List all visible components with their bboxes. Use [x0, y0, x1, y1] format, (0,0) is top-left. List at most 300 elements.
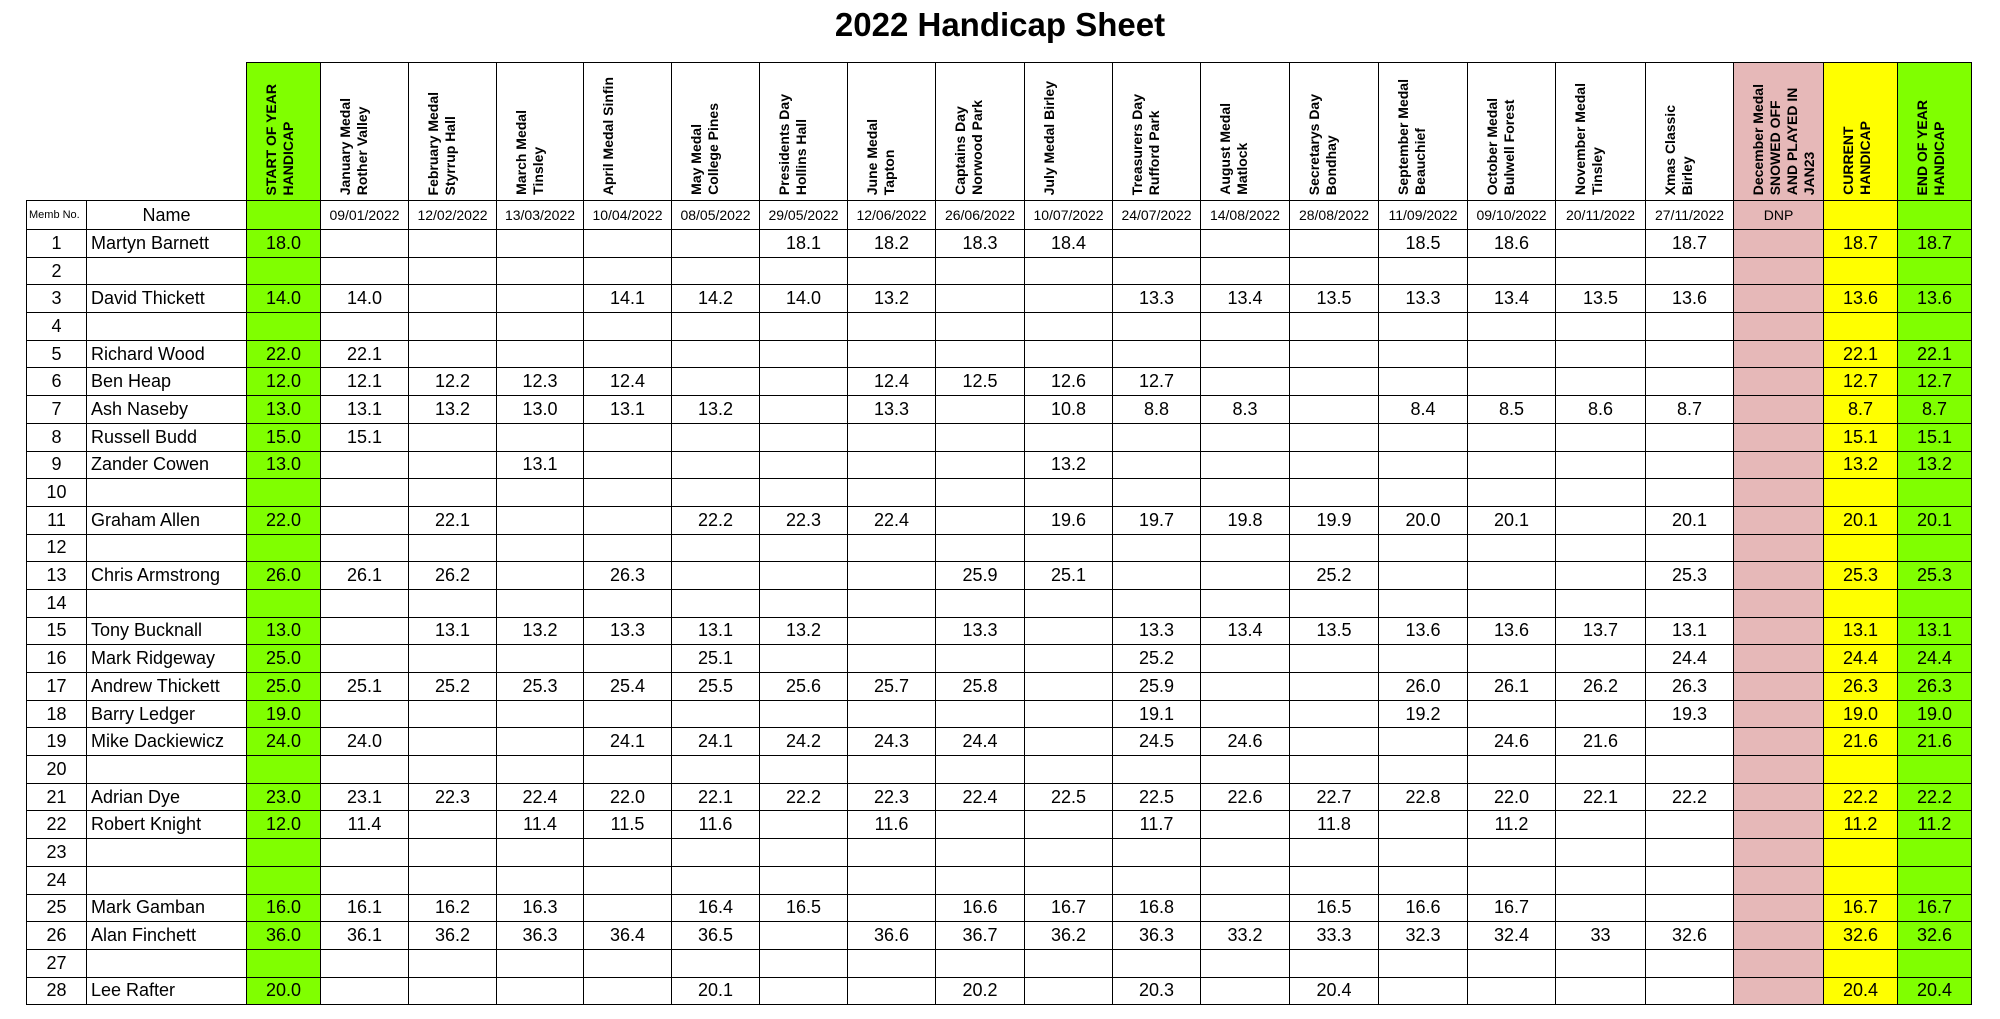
- event-score: [1201, 534, 1290, 562]
- event-score: [1556, 368, 1646, 396]
- member-name: Lee Rafter: [87, 977, 247, 1005]
- current-handicap: 26.3: [1824, 673, 1898, 701]
- event-date: 09/01/2022: [321, 201, 409, 230]
- event-score: [497, 562, 584, 590]
- event-score: [497, 728, 584, 756]
- event-score: 8.5: [1468, 396, 1556, 424]
- event-score: 36.2: [409, 922, 497, 950]
- event-score: [1113, 949, 1201, 977]
- december-score: [1734, 423, 1824, 451]
- end-handicap: 13.1: [1898, 617, 1972, 645]
- event-score: [848, 479, 936, 507]
- event-score: 13.1: [409, 617, 497, 645]
- event-score: [497, 230, 584, 258]
- event-score: 25.6: [760, 673, 848, 701]
- event-score: 13.4: [1201, 285, 1290, 313]
- event-score: [672, 949, 760, 977]
- handicap-table: [26, 62, 1972, 1005]
- event-score: [760, 866, 848, 894]
- event-header-text: February Medal Styrrup Hall: [425, 91, 458, 195]
- table-row: [27, 645, 1972, 673]
- member-number: 24: [27, 866, 87, 894]
- event-score: [760, 645, 848, 673]
- event-header: [1734, 63, 1824, 201]
- event-score: [409, 756, 497, 784]
- event-score: [1379, 313, 1468, 341]
- blank-header-cell: [27, 63, 87, 201]
- event-score: 18.1: [760, 230, 848, 258]
- member-name: [87, 534, 247, 562]
- event-score: [1113, 589, 1201, 617]
- event-score: [760, 368, 848, 396]
- event-score: 32.6: [1646, 922, 1734, 950]
- event-score: 22.7: [1290, 783, 1379, 811]
- event-score: [1556, 977, 1646, 1005]
- table-row: [27, 285, 1972, 313]
- event-score: [497, 700, 584, 728]
- event-score: 24.1: [672, 728, 760, 756]
- event-header: [1025, 63, 1113, 201]
- december-score: [1734, 728, 1824, 756]
- start-handicap: [247, 949, 321, 977]
- start-handicap: [247, 866, 321, 894]
- event-score: 10.8: [1025, 396, 1113, 424]
- event-score: 13.6: [1379, 617, 1468, 645]
- event-score: 16.2: [409, 894, 497, 922]
- event-score: 11.4: [321, 811, 409, 839]
- start-handicap: 18.0: [247, 230, 321, 258]
- member-name: Richard Wood: [87, 340, 247, 368]
- table-row: [27, 589, 1972, 617]
- end-handicap: [1898, 949, 1972, 977]
- event-score: [1201, 230, 1290, 258]
- december-score: [1734, 617, 1824, 645]
- current-handicap: 22.2: [1824, 783, 1898, 811]
- event-header: [1201, 63, 1290, 201]
- event-header: [672, 63, 760, 201]
- start-handicap: 25.0: [247, 673, 321, 701]
- current-handicap: 13.6: [1824, 285, 1898, 313]
- event-score: [1201, 313, 1290, 341]
- event-score: [584, 756, 672, 784]
- event-score: [1646, 839, 1734, 867]
- event-score: [672, 340, 760, 368]
- end-handicap: 26.3: [1898, 673, 1972, 701]
- table-row: [27, 396, 1972, 424]
- table-row: [27, 700, 1972, 728]
- event-date: DNP: [1734, 201, 1824, 230]
- event-score: [584, 313, 672, 341]
- december-score: [1734, 396, 1824, 424]
- event-score: 26.3: [1646, 673, 1734, 701]
- event-score: [1379, 257, 1468, 285]
- event-score: 11.6: [672, 811, 760, 839]
- event-score: 8.8: [1113, 396, 1201, 424]
- event-score: [584, 230, 672, 258]
- event-score: [936, 423, 1025, 451]
- event-score: [1025, 977, 1113, 1005]
- event-score: 19.8: [1201, 506, 1290, 534]
- end-handicap: [1898, 756, 1972, 784]
- december-score: [1734, 313, 1824, 341]
- event-score: 13.4: [1468, 285, 1556, 313]
- event-score: [1468, 423, 1556, 451]
- event-score: [1113, 866, 1201, 894]
- member-name: Tony Bucknall: [87, 617, 247, 645]
- current-handicap: 13.1: [1824, 617, 1898, 645]
- current-handicap: 21.6: [1824, 728, 1898, 756]
- end-handicap: [1898, 313, 1972, 341]
- event-score: [1379, 866, 1468, 894]
- event-score: [584, 839, 672, 867]
- event-score: [409, 589, 497, 617]
- table-row: [27, 783, 1972, 811]
- event-score: [1201, 811, 1290, 839]
- event-score: [1468, 534, 1556, 562]
- current-handicap: 13.2: [1824, 451, 1898, 479]
- event-score: [409, 534, 497, 562]
- current-handicap: 32.6: [1824, 922, 1898, 950]
- event-score: 16.4: [672, 894, 760, 922]
- event-score: [321, 839, 409, 867]
- member-number: 5: [27, 340, 87, 368]
- end-handicap: 15.1: [1898, 423, 1972, 451]
- member-name: [87, 257, 247, 285]
- member-number: 22: [27, 811, 87, 839]
- event-score: 24.2: [760, 728, 848, 756]
- event-score: [760, 811, 848, 839]
- event-score: [936, 949, 1025, 977]
- end-handicap: 24.4: [1898, 645, 1972, 673]
- member-name: Alan Finchett: [87, 922, 247, 950]
- current-handicap-header-text: CURRENT HANDICAP: [1840, 121, 1873, 195]
- member-number: 15: [27, 617, 87, 645]
- event-score: 24.4: [1646, 645, 1734, 673]
- event-score: 16.8: [1113, 894, 1201, 922]
- memb-no-header: Memb No.: [27, 201, 87, 230]
- event-score: [848, 589, 936, 617]
- event-score: [1201, 479, 1290, 507]
- event-score: [497, 506, 584, 534]
- date-row: [27, 201, 1972, 230]
- december-score: [1734, 340, 1824, 368]
- member-name: Mark Ridgeway: [87, 645, 247, 673]
- event-score: [321, 866, 409, 894]
- december-score: [1734, 589, 1824, 617]
- event-score: 21.6: [1556, 728, 1646, 756]
- event-score: [1379, 589, 1468, 617]
- event-score: 36.5: [672, 922, 760, 950]
- event-score: 22.8: [1379, 783, 1468, 811]
- event-score: [760, 562, 848, 590]
- event-score: 19.1: [1113, 700, 1201, 728]
- member-name: Mike Dackiewicz: [87, 728, 247, 756]
- current-handicap: [1824, 313, 1898, 341]
- event-header-text: June Medal Tapton: [864, 118, 897, 195]
- current-handicap: 12.7: [1824, 368, 1898, 396]
- event-score: 24.6: [1201, 728, 1290, 756]
- event-score: 12.4: [584, 368, 672, 396]
- event-score: 22.1: [1556, 783, 1646, 811]
- event-score: [1201, 562, 1290, 590]
- event-score: 13.1: [584, 396, 672, 424]
- event-header-text: August Medal Matlock: [1217, 103, 1250, 195]
- event-score: 16.7: [1468, 894, 1556, 922]
- event-score: [672, 313, 760, 341]
- member-number: 4: [27, 313, 87, 341]
- event-score: 22.1: [672, 783, 760, 811]
- event-score: [1646, 728, 1734, 756]
- event-score: [936, 756, 1025, 784]
- event-score: 13.3: [1379, 285, 1468, 313]
- december-score: [1734, 783, 1824, 811]
- event-score: 26.3: [584, 562, 672, 590]
- event-score: [321, 756, 409, 784]
- event-score: 25.8: [936, 673, 1025, 701]
- table-body: [27, 230, 1972, 1005]
- event-score: 19.9: [1290, 506, 1379, 534]
- event-score: [848, 645, 936, 673]
- event-header-text: May Medal College Pines: [688, 103, 721, 195]
- event-score: [1646, 866, 1734, 894]
- event-score: 13.3: [936, 617, 1025, 645]
- event-score: 8.7: [1646, 396, 1734, 424]
- event-score: 13.3: [1113, 285, 1201, 313]
- event-score: [848, 617, 936, 645]
- table-row: [27, 423, 1972, 451]
- event-score: 36.2: [1025, 922, 1113, 950]
- event-score: 20.1: [1468, 506, 1556, 534]
- event-score: 16.6: [936, 894, 1025, 922]
- member-name: [87, 839, 247, 867]
- table-row: [27, 811, 1972, 839]
- start-handicap: 12.0: [247, 368, 321, 396]
- start-handicap: 13.0: [247, 451, 321, 479]
- event-score: [1379, 368, 1468, 396]
- end-handicap: 19.0: [1898, 700, 1972, 728]
- current-handicap: [1824, 257, 1898, 285]
- event-score: 24.5: [1113, 728, 1201, 756]
- event-score: [1025, 756, 1113, 784]
- event-score: 25.1: [672, 645, 760, 673]
- event-score: 19.2: [1379, 700, 1468, 728]
- event-score: 25.1: [321, 673, 409, 701]
- event-score: [848, 700, 936, 728]
- event-score: [1025, 423, 1113, 451]
- event-header: [936, 63, 1025, 201]
- event-score: [1646, 949, 1734, 977]
- start-handicap: 22.0: [247, 506, 321, 534]
- start-handicap: [247, 479, 321, 507]
- start-handicap: [247, 839, 321, 867]
- event-score: [936, 479, 1025, 507]
- event-score: [672, 257, 760, 285]
- member-number: 9: [27, 451, 87, 479]
- event-date: 11/09/2022: [1379, 201, 1468, 230]
- start-handicap: [247, 589, 321, 617]
- member-name: Zander Cowen: [87, 451, 247, 479]
- event-score: [584, 977, 672, 1005]
- event-score: [760, 257, 848, 285]
- event-score: 16.5: [1290, 894, 1379, 922]
- event-score: [760, 589, 848, 617]
- event-score: [848, 949, 936, 977]
- event-score: [760, 423, 848, 451]
- member-name: Martyn Barnett: [87, 230, 247, 258]
- start-handicap: 23.0: [247, 783, 321, 811]
- event-score: 25.5: [672, 673, 760, 701]
- event-score: 22.1: [321, 340, 409, 368]
- current-handicap: 16.7: [1824, 894, 1898, 922]
- event-score: 36.4: [584, 922, 672, 950]
- event-score: [1379, 977, 1468, 1005]
- event-score: [1201, 673, 1290, 701]
- event-date: 28/08/2022: [1290, 201, 1379, 230]
- event-score: 12.4: [848, 368, 936, 396]
- event-score: [1468, 313, 1556, 341]
- event-score: [848, 340, 936, 368]
- event-score: 14.0: [760, 285, 848, 313]
- event-score: [848, 977, 936, 1005]
- member-name: Adrian Dye: [87, 783, 247, 811]
- event-score: [848, 866, 936, 894]
- event-score: [672, 451, 760, 479]
- event-score: [584, 423, 672, 451]
- event-score: [936, 396, 1025, 424]
- event-score: [1201, 700, 1290, 728]
- event-score: 19.7: [1113, 506, 1201, 534]
- event-score: 32.3: [1379, 922, 1468, 950]
- event-score: [1025, 700, 1113, 728]
- event-score: [409, 645, 497, 673]
- event-score: [672, 700, 760, 728]
- start-handicap: 14.0: [247, 285, 321, 313]
- event-score: 13.5: [1290, 285, 1379, 313]
- event-score: [1468, 866, 1556, 894]
- member-name: Robert Knight: [87, 811, 247, 839]
- event-score: [1556, 811, 1646, 839]
- december-score: [1734, 673, 1824, 701]
- event-score: [1025, 589, 1113, 617]
- event-score: [1290, 479, 1379, 507]
- event-score: [584, 257, 672, 285]
- december-score: [1734, 839, 1824, 867]
- start-handicap: 26.0: [247, 562, 321, 590]
- member-name: [87, 866, 247, 894]
- event-score: [1201, 839, 1290, 867]
- event-score: [1379, 451, 1468, 479]
- end-handicap-date-cell: [1898, 201, 1972, 230]
- end-handicap: [1898, 257, 1972, 285]
- event-score: [1201, 368, 1290, 396]
- event-score: 11.5: [584, 811, 672, 839]
- member-name: Russell Budd: [87, 423, 247, 451]
- event-score: [409, 839, 497, 867]
- event-score: [672, 562, 760, 590]
- event-score: [1646, 756, 1734, 784]
- member-name: [87, 756, 247, 784]
- event-score: [1468, 562, 1556, 590]
- table-row: [27, 479, 1972, 507]
- event-date: 12/06/2022: [848, 201, 936, 230]
- event-score: 16.6: [1379, 894, 1468, 922]
- start-handicap-header: [247, 63, 321, 201]
- event-score: [1025, 839, 1113, 867]
- event-score: [321, 617, 409, 645]
- event-score: [936, 506, 1025, 534]
- event-score: 12.7: [1113, 368, 1201, 396]
- event-score: [1290, 534, 1379, 562]
- event-header-text: Xmas Classic Birley: [1662, 104, 1695, 195]
- event-score: [1646, 340, 1734, 368]
- event-score: [1468, 949, 1556, 977]
- event-score: [1556, 894, 1646, 922]
- event-score: 22.4: [936, 783, 1025, 811]
- event-score: 25.1: [1025, 562, 1113, 590]
- december-score: [1734, 257, 1824, 285]
- member-number: 8: [27, 423, 87, 451]
- event-score: [1556, 340, 1646, 368]
- member-number: 6: [27, 368, 87, 396]
- event-score: 22.2: [1646, 783, 1734, 811]
- event-score: 13.5: [1556, 285, 1646, 313]
- start-handicap: [247, 534, 321, 562]
- event-score: 18.7: [1646, 230, 1734, 258]
- event-score: [1290, 313, 1379, 341]
- event-score: [672, 839, 760, 867]
- event-header: [1113, 63, 1201, 201]
- event-score: [1379, 839, 1468, 867]
- event-score: [1025, 479, 1113, 507]
- event-score: 13.1: [672, 617, 760, 645]
- event-header-text: March Medal Tinsley: [513, 110, 546, 195]
- event-score: [409, 479, 497, 507]
- event-score: [1201, 589, 1290, 617]
- event-score: [321, 977, 409, 1005]
- event-score: [1113, 479, 1201, 507]
- december-score: [1734, 894, 1824, 922]
- member-number: 21: [27, 783, 87, 811]
- start-handicap: 16.0: [247, 894, 321, 922]
- member-number: 28: [27, 977, 87, 1005]
- event-score: 33.2: [1201, 922, 1290, 950]
- event-score: [848, 451, 936, 479]
- event-score: [1556, 534, 1646, 562]
- current-handicap: 20.4: [1824, 977, 1898, 1005]
- event-score: 13.6: [1646, 285, 1734, 313]
- event-score: 36.1: [321, 922, 409, 950]
- event-score: [1290, 866, 1379, 894]
- event-score: [1201, 645, 1290, 673]
- end-handicap: 22.1: [1898, 340, 1972, 368]
- table-row: [27, 257, 1972, 285]
- event-score: [497, 977, 584, 1005]
- event-score: [848, 839, 936, 867]
- current-handicap: 11.2: [1824, 811, 1898, 839]
- event-score: [760, 922, 848, 950]
- blank-header-cell: [87, 63, 247, 201]
- event-date: 12/02/2022: [409, 201, 497, 230]
- table-row: [27, 368, 1972, 396]
- event-score: [1025, 257, 1113, 285]
- event-score: [321, 230, 409, 258]
- event-score: 13.7: [1556, 617, 1646, 645]
- event-score: [1556, 562, 1646, 590]
- december-score: [1734, 506, 1824, 534]
- event-score: 18.3: [936, 230, 1025, 258]
- event-score: 13.3: [584, 617, 672, 645]
- december-score: [1734, 811, 1824, 839]
